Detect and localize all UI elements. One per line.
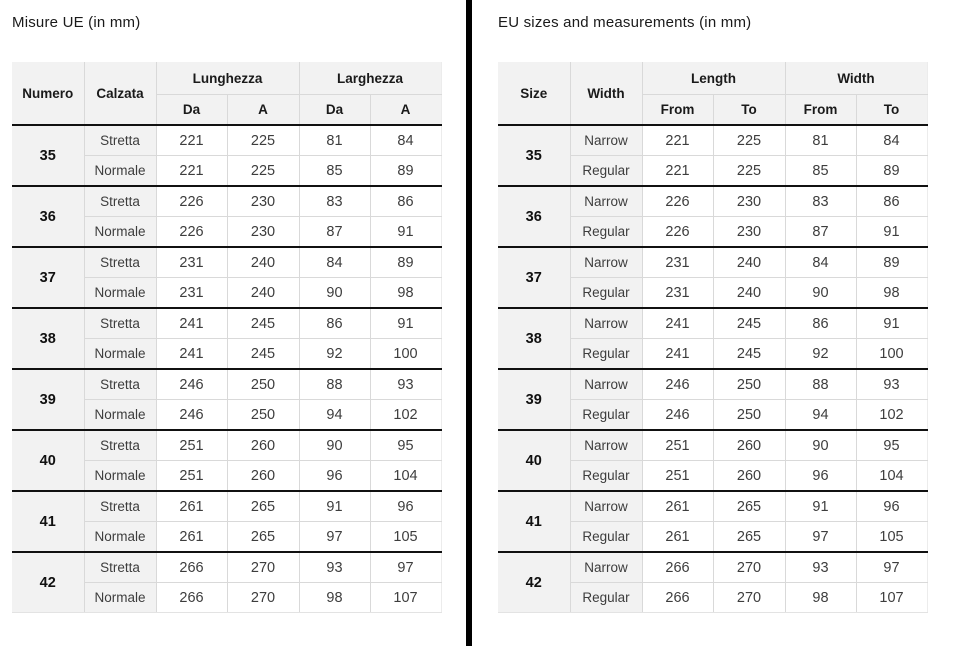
size-table-host-en <box>498 62 957 613</box>
value-cell: 241 <box>642 308 713 339</box>
table-row <box>12 491 441 522</box>
value-cell: 86 <box>785 308 856 339</box>
table-body <box>498 125 927 613</box>
value-cell: 98 <box>856 278 927 309</box>
value-cell: 251 <box>642 461 713 492</box>
value-cell: 100 <box>370 339 441 370</box>
value-cell: 86 <box>299 308 370 339</box>
value-cell: 241 <box>156 308 227 339</box>
value-cell: 240 <box>713 278 785 309</box>
value-cell: 230 <box>227 217 299 248</box>
header-span-col: Length <box>642 62 785 95</box>
value-cell: 231 <box>156 247 227 278</box>
header-sub-col: To <box>856 95 927 126</box>
value-cell: 104 <box>370 461 441 492</box>
panel-it-sizes <box>0 0 466 646</box>
value-cell: 230 <box>227 186 299 217</box>
value-cell: 265 <box>713 522 785 553</box>
value-cell: 260 <box>713 461 785 492</box>
value-cell: 90 <box>299 430 370 461</box>
value-cell: 84 <box>370 125 441 156</box>
value-cell: 230 <box>713 186 785 217</box>
value-cell: 105 <box>856 522 927 553</box>
header-size-col: Numero <box>12 62 84 125</box>
value-cell: 226 <box>156 217 227 248</box>
header-sub-col: Da <box>156 95 227 126</box>
fit-cell: Stretta <box>84 186 156 217</box>
value-cell: 100 <box>856 339 927 370</box>
value-cell: 97 <box>370 552 441 583</box>
size-cell: 36 <box>498 186 570 247</box>
table-row <box>12 430 441 461</box>
value-cell: 226 <box>642 186 713 217</box>
size-cell: 38 <box>12 308 84 369</box>
table-row <box>498 430 927 461</box>
table-row <box>498 491 927 522</box>
value-cell: 225 <box>713 156 785 187</box>
fit-cell: Normale <box>84 278 156 309</box>
fit-cell: Stretta <box>84 125 156 156</box>
header-sub-col: To <box>713 95 785 126</box>
value-cell: 260 <box>227 461 299 492</box>
size-cell: 42 <box>12 552 84 613</box>
size-table <box>12 62 442 613</box>
value-cell: 221 <box>642 156 713 187</box>
value-cell: 270 <box>713 583 785 613</box>
header-sub-col: A <box>227 95 299 126</box>
value-cell: 240 <box>713 247 785 278</box>
header-sub-col: From <box>785 95 856 126</box>
value-cell: 246 <box>156 400 227 431</box>
value-cell: 89 <box>370 247 441 278</box>
table-row <box>498 125 927 156</box>
size-cell: 37 <box>498 247 570 308</box>
value-cell: 102 <box>856 400 927 431</box>
value-cell: 91 <box>856 308 927 339</box>
value-cell: 88 <box>299 369 370 400</box>
table-title-it: Misure UE (in mm) <box>12 14 141 31</box>
value-cell: 91 <box>370 308 441 339</box>
value-cell: 89 <box>370 156 441 187</box>
value-cell: 260 <box>713 430 785 461</box>
value-cell: 81 <box>785 125 856 156</box>
value-cell: 246 <box>156 369 227 400</box>
table-row <box>12 186 441 217</box>
fit-cell: Narrow <box>570 186 642 217</box>
value-cell: 84 <box>856 125 927 156</box>
value-cell: 231 <box>642 278 713 309</box>
header-sub-col: A <box>370 95 441 126</box>
header-span-col: Width <box>785 62 927 95</box>
value-cell: 261 <box>156 491 227 522</box>
value-cell: 225 <box>227 156 299 187</box>
value-cell: 83 <box>785 186 856 217</box>
table-row <box>12 369 441 400</box>
value-cell: 81 <box>299 125 370 156</box>
fit-cell: Normale <box>84 583 156 613</box>
value-cell: 96 <box>856 491 927 522</box>
fit-cell: Regular <box>570 461 642 492</box>
value-cell: 107 <box>856 583 927 613</box>
table-row <box>498 308 927 339</box>
header-size-col: Size <box>498 62 570 125</box>
value-cell: 231 <box>642 247 713 278</box>
value-cell: 94 <box>785 400 856 431</box>
value-cell: 92 <box>299 339 370 370</box>
fit-cell: Normale <box>84 339 156 370</box>
size-cell: 37 <box>12 247 84 308</box>
value-cell: 91 <box>856 217 927 248</box>
value-cell: 226 <box>156 186 227 217</box>
value-cell: 240 <box>227 247 299 278</box>
value-cell: 241 <box>156 339 227 370</box>
table-header <box>12 62 441 125</box>
value-cell: 87 <box>785 217 856 248</box>
fit-cell: Regular <box>570 156 642 187</box>
value-cell: 93 <box>370 369 441 400</box>
table-title-en: EU sizes and measurements (in mm) <box>498 14 752 31</box>
table-row <box>498 369 927 400</box>
fit-cell: Narrow <box>570 430 642 461</box>
header-span-col: Larghezza <box>299 62 441 95</box>
value-cell: 87 <box>299 217 370 248</box>
value-cell: 266 <box>156 552 227 583</box>
value-cell: 221 <box>156 125 227 156</box>
value-cell: 261 <box>642 491 713 522</box>
value-cell: 95 <box>370 430 441 461</box>
header-row-main <box>12 62 441 95</box>
table-row <box>12 247 441 278</box>
value-cell: 83 <box>299 186 370 217</box>
value-cell: 92 <box>785 339 856 370</box>
size-cell: 35 <box>498 125 570 186</box>
fit-cell: Regular <box>570 583 642 613</box>
fit-cell: Stretta <box>84 369 156 400</box>
fit-cell: Normale <box>84 461 156 492</box>
value-cell: 90 <box>785 430 856 461</box>
value-cell: 230 <box>713 217 785 248</box>
fit-cell: Narrow <box>570 125 642 156</box>
value-cell: 97 <box>785 522 856 553</box>
panel-en-sizes <box>472 0 957 646</box>
value-cell: 93 <box>785 552 856 583</box>
value-cell: 93 <box>856 369 927 400</box>
size-cell: 39 <box>498 369 570 430</box>
value-cell: 261 <box>642 522 713 553</box>
value-cell: 102 <box>370 400 441 431</box>
value-cell: 241 <box>642 339 713 370</box>
value-cell: 250 <box>713 369 785 400</box>
value-cell: 270 <box>227 583 299 613</box>
value-cell: 221 <box>156 156 227 187</box>
value-cell: 240 <box>227 278 299 309</box>
value-cell: 86 <box>370 186 441 217</box>
size-cell: 39 <box>12 369 84 430</box>
fit-cell: Normale <box>84 400 156 431</box>
value-cell: 260 <box>227 430 299 461</box>
value-cell: 225 <box>227 125 299 156</box>
header-sub-col: From <box>642 95 713 126</box>
fit-cell: Normale <box>84 522 156 553</box>
value-cell: 261 <box>156 522 227 553</box>
value-cell: 107 <box>370 583 441 613</box>
value-cell: 270 <box>713 552 785 583</box>
value-cell: 91 <box>370 217 441 248</box>
value-cell: 84 <box>299 247 370 278</box>
value-cell: 246 <box>642 400 713 431</box>
value-cell: 85 <box>785 156 856 187</box>
fit-cell: Narrow <box>570 369 642 400</box>
fit-cell: Normale <box>84 156 156 187</box>
header-span-col: Lunghezza <box>156 62 299 95</box>
value-cell: 226 <box>642 217 713 248</box>
fit-cell: Stretta <box>84 308 156 339</box>
table-row <box>12 552 441 583</box>
table-row <box>12 308 441 339</box>
header-sub-col: Da <box>299 95 370 126</box>
value-cell: 91 <box>299 491 370 522</box>
fit-cell: Regular <box>570 522 642 553</box>
fit-cell: Stretta <box>84 430 156 461</box>
size-cell: 40 <box>12 430 84 491</box>
value-cell: 89 <box>856 156 927 187</box>
value-cell: 251 <box>156 430 227 461</box>
value-cell: 266 <box>642 552 713 583</box>
value-cell: 96 <box>299 461 370 492</box>
value-cell: 95 <box>856 430 927 461</box>
value-cell: 221 <box>642 125 713 156</box>
value-cell: 96 <box>370 491 441 522</box>
table-row <box>498 247 927 278</box>
fit-cell: Stretta <box>84 247 156 278</box>
value-cell: 245 <box>713 339 785 370</box>
fit-cell: Narrow <box>570 308 642 339</box>
size-cell: 41 <box>498 491 570 552</box>
fit-cell: Narrow <box>570 552 642 583</box>
value-cell: 90 <box>299 278 370 309</box>
value-cell: 251 <box>642 430 713 461</box>
value-cell: 246 <box>642 369 713 400</box>
size-cell: 42 <box>498 552 570 613</box>
value-cell: 97 <box>299 522 370 553</box>
value-cell: 266 <box>156 583 227 613</box>
fit-cell: Regular <box>570 217 642 248</box>
value-cell: 245 <box>227 339 299 370</box>
value-cell: 90 <box>785 278 856 309</box>
value-cell: 94 <box>299 400 370 431</box>
size-cell: 40 <box>498 430 570 491</box>
value-cell: 245 <box>227 308 299 339</box>
size-cell: 41 <box>12 491 84 552</box>
table-row <box>498 552 927 583</box>
header-fit-col: Width <box>570 62 642 125</box>
value-cell: 98 <box>370 278 441 309</box>
value-cell: 250 <box>713 400 785 431</box>
value-cell: 251 <box>156 461 227 492</box>
size-cell: 38 <box>498 308 570 369</box>
value-cell: 265 <box>227 522 299 553</box>
table-body <box>12 125 441 613</box>
table-row <box>12 125 441 156</box>
size-cell: 36 <box>12 186 84 247</box>
fit-cell: Narrow <box>570 491 642 522</box>
value-cell: 250 <box>227 369 299 400</box>
value-cell: 85 <box>299 156 370 187</box>
value-cell: 231 <box>156 278 227 309</box>
value-cell: 266 <box>642 583 713 613</box>
value-cell: 225 <box>713 125 785 156</box>
fit-cell: Stretta <box>84 491 156 522</box>
value-cell: 84 <box>785 247 856 278</box>
value-cell: 91 <box>785 491 856 522</box>
fit-cell: Stretta <box>84 552 156 583</box>
value-cell: 98 <box>299 583 370 613</box>
size-table-host-it <box>12 62 466 613</box>
fit-cell: Regular <box>570 339 642 370</box>
value-cell: 86 <box>856 186 927 217</box>
value-cell: 265 <box>713 491 785 522</box>
table-row <box>498 186 927 217</box>
value-cell: 250 <box>227 400 299 431</box>
value-cell: 97 <box>856 552 927 583</box>
value-cell: 104 <box>856 461 927 492</box>
fit-cell: Narrow <box>570 247 642 278</box>
size-table <box>498 62 928 613</box>
value-cell: 96 <box>785 461 856 492</box>
header-row-main <box>498 62 927 95</box>
value-cell: 265 <box>227 491 299 522</box>
value-cell: 105 <box>370 522 441 553</box>
value-cell: 89 <box>856 247 927 278</box>
header-fit-col: Calzata <box>84 62 156 125</box>
size-cell: 35 <box>12 125 84 186</box>
fit-cell: Regular <box>570 400 642 431</box>
table-header <box>498 62 927 125</box>
fit-cell: Regular <box>570 278 642 309</box>
value-cell: 270 <box>227 552 299 583</box>
value-cell: 93 <box>299 552 370 583</box>
fit-cell: Normale <box>84 217 156 248</box>
value-cell: 245 <box>713 308 785 339</box>
value-cell: 88 <box>785 369 856 400</box>
value-cell: 98 <box>785 583 856 613</box>
